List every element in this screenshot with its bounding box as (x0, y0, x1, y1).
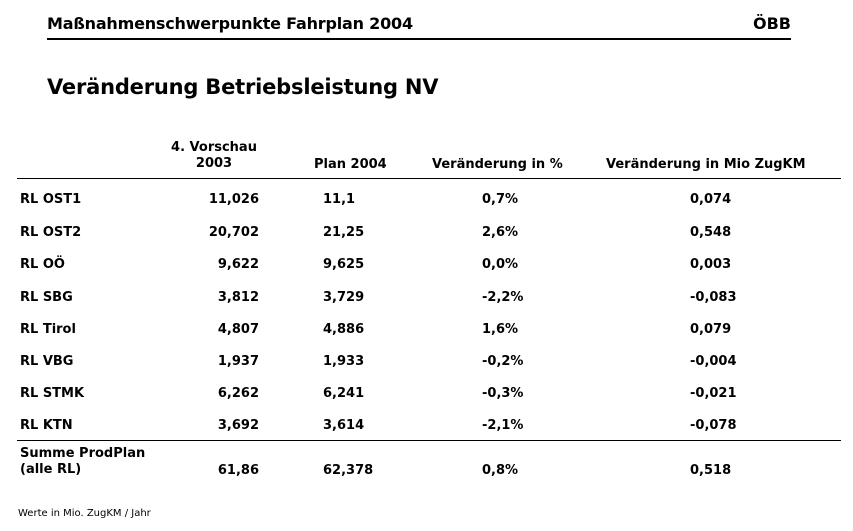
value-mio: -0,083 (690, 290, 737, 305)
col-header-pct: Veränderung in % (432, 157, 563, 172)
value-pct: 2,6% (482, 225, 519, 240)
row-label: RL KTN (20, 418, 73, 433)
table-row (0, 322, 853, 352)
table-row (0, 386, 853, 416)
header-title: Maßnahmenschwerpunkte Fahrplan 2004 (47, 14, 413, 33)
footnote: Werte in Mio. ZugKM / Jahr (18, 508, 151, 519)
value-plan: 3,729 (323, 290, 365, 305)
total-label-line2: (alle RL) (20, 462, 82, 477)
value-plan: 1,933 (323, 354, 365, 369)
total-rule (17, 440, 841, 441)
value-2003: 1,937 (217, 354, 259, 369)
row-label: RL Tirol (20, 322, 76, 337)
total-row (0, 446, 853, 482)
value-plan: 9,625 (323, 257, 365, 272)
value-2003: 4,807 (217, 322, 259, 337)
brand-logo-text: ÖBB (753, 14, 791, 33)
value-pct: 0,0% (482, 257, 519, 272)
value-pct: 0,7% (482, 192, 519, 207)
table-row (0, 257, 853, 287)
value-mio: -0,004 (690, 354, 737, 369)
col-header-2003-line2: 2003 (195, 156, 233, 171)
value-pct: 1,6% (482, 322, 519, 337)
value-plan: 21,25 (323, 225, 365, 240)
row-label: RL OST1 (20, 192, 82, 207)
value-mio: 0,548 (690, 225, 732, 240)
value-mio: -0,021 (690, 386, 737, 401)
table-row (0, 290, 853, 320)
table-row (0, 418, 853, 448)
value-pct: -2,2% (482, 290, 524, 305)
value-2003: 9,622 (217, 257, 259, 272)
value-plan: 3,614 (323, 418, 365, 433)
table-row (0, 225, 853, 255)
col-header-2003-line1: 4. Vorschau (171, 140, 257, 155)
value-plan: 11,1 (323, 192, 356, 207)
value-mio: 0,003 (690, 257, 732, 272)
value-pct: -0,3% (482, 386, 524, 401)
page-title: Veränderung Betriebsleistung NV (47, 75, 439, 99)
total-label-line1: Summe ProdPlan (20, 446, 146, 461)
value-2003: 3,692 (217, 418, 259, 433)
col-header-2003 (168, 140, 260, 172)
value-mio: 0,074 (690, 192, 732, 207)
value-plan: 4,886 (323, 322, 365, 337)
table-row (0, 192, 853, 222)
col-header-plan: Plan 2004 (314, 157, 387, 172)
row-label: RL OÖ (20, 257, 65, 272)
table-row (0, 354, 853, 384)
value-plan: 6,241 (323, 386, 365, 401)
value-2003: 6,262 (217, 386, 259, 401)
total-value-plan: 62,378 (323, 463, 374, 478)
total-value-pct: 0,8% (482, 463, 519, 478)
row-label: RL STMK (20, 386, 85, 401)
total-value-mio: 0,518 (690, 463, 732, 478)
value-2003: 3,812 (217, 290, 259, 305)
row-label: RL SBG (20, 290, 73, 305)
header-rule (17, 178, 841, 179)
col-header-mio: Veränderung in Mio ZugKM (606, 157, 806, 172)
value-2003: 20,702 (208, 225, 259, 240)
row-label: RL OST2 (20, 225, 82, 240)
page-header (47, 12, 791, 40)
row-label: RL VBG (20, 354, 74, 369)
value-pct: -0,2% (482, 354, 524, 369)
value-mio: -0,078 (690, 418, 737, 433)
value-pct: -2,1% (482, 418, 524, 433)
total-value-2003: 61,86 (217, 463, 259, 478)
value-2003: 11,026 (208, 192, 259, 207)
value-mio: 0,079 (690, 322, 732, 337)
